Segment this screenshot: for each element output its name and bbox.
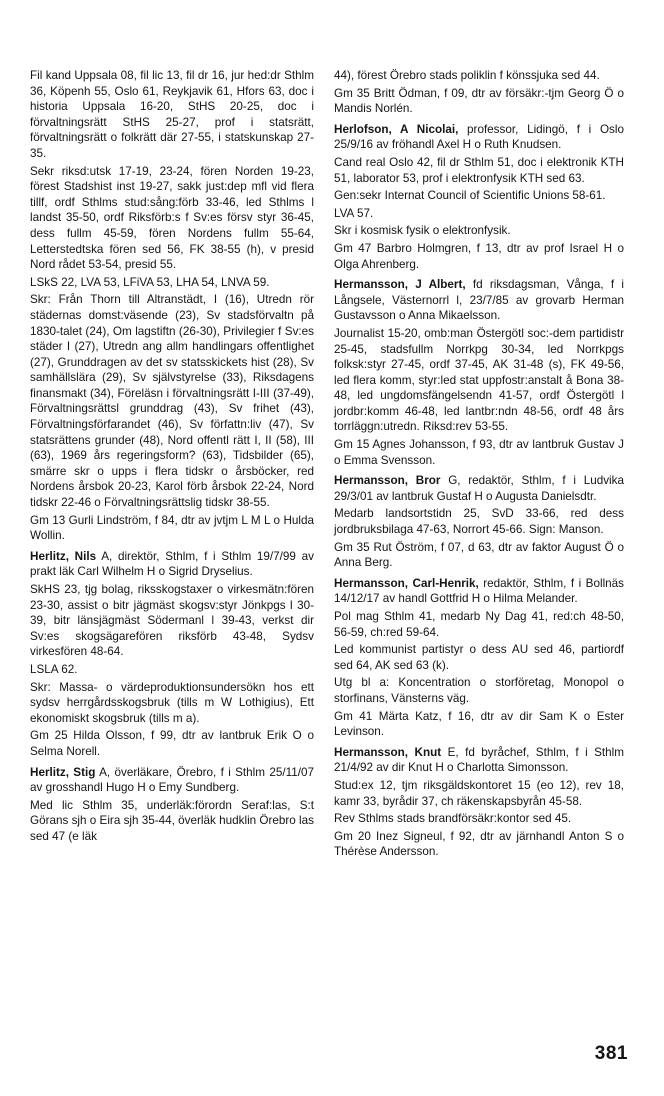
person-name: Herlitz, Stig [30, 765, 96, 779]
entry-text: Medarb landsortstidn 25, SvD 33-66, red dess jordbruksbilaga 47-63, Norrort 45-66. Sign: Manson. [334, 507, 624, 537]
biography-paragraph [334, 155, 624, 186]
person-name: Hermansson, Knut [334, 745, 442, 759]
entry-text: G, redaktör, Sthlm, f i Ludvika 29/3/01 av lantbruk Gustaf H o Augusta Danielsdtr. [334, 474, 624, 503]
biography-entry-heading [334, 576, 624, 607]
biography-paragraph [30, 582, 314, 660]
entry-text: LSkS 22, LVA 53, LFiVA 53, LHA 54, LNVA 59. [30, 275, 270, 289]
biography-paragraph [334, 506, 624, 537]
entry-text: fd riksdagsman, Vånga, f i Långsele, Västernorrl l, 23/7/85 av grovarb Herman Gustavsson o Anna Mikaelsson. [334, 278, 624, 323]
entry-text: Stud:ex 12, tjm riksgäldskontoret 15 (eo 12), rev 18, kamr 33, byrådir 37, ch räkenskapsbyrån 45-58. [334, 778, 624, 808]
biography-paragraph [334, 86, 624, 117]
biography-paragraph [30, 292, 314, 510]
entry-text: Gen:sekr Internat Council of Scientific Unions 58-61. [334, 189, 606, 203]
entry-text: redaktör, Sthlm, f i Bollnäs 14/12/17 av handl Gottfrid H o Hilma Melander. [334, 576, 625, 606]
entry-text: A, direktör, Sthlm, f i Sthlm 19/7/99 av prakt läk Carl Wilhelm H o Sigrid Dryselius. [30, 549, 314, 579]
biography-paragraph [334, 540, 624, 571]
person-name: Hermansson, J Albert, [334, 278, 466, 292]
biography-entry-heading [30, 765, 314, 796]
biography-paragraph [30, 513, 314, 544]
biography-paragraph [334, 811, 624, 827]
entry-text: Sekr riksd:utsk 17-19, 23-24, fören Norden 19-23, förest Stadshist inst 19-27, sakk just:dep mfl vid flera tillf, ordf Sthlms stud:sång:förb 33-46, led Sthlms l landst 35-50, ordf Riksförb:s f Sv:es försv styr 36-45, dess fullm 45-59, fören Nordens fullm 55-64, Letterstedtska fören sed 56, FK 38-55 (h), v presid Nord rådet 53-54, presid 55. [30, 164, 314, 272]
entry-text: Cand real Oslo 42, fil dr Sthlm 51, doc i elektronik KTH 51, laborator 53, prof i elektronfysik KTH sed 63. [334, 155, 624, 185]
biography-paragraph [30, 662, 314, 678]
biography-paragraph [334, 326, 624, 435]
entry-text: Skr: Massa- o värdeproduktionsundersökn hos ett sydsv herrgårdsskogsbruk (tills m W Lothigius), Ett ekonomiskt skogsbruk (tills m a). [30, 680, 314, 725]
biography-entry-heading [334, 473, 624, 504]
entry-text: LSLA 62. [30, 662, 78, 676]
entry-text: 44), förest Örebro stads poliklin f könssjuka sed 44. [334, 69, 600, 82]
entry-text: Journalist 15-20, omb:man Östergötl soc:-dem partidistr 25-45, stadsfullm Norrkpg 30-34, led Norrkpgs folksk:styr 27-45, ordf 37-45, AK 31-48 (s), FK 49-56, led flera komm, styr:led stat uppfostr:anstalt å Bona 38-48, led ungdomsfängelsendn 41-57, ordf Östergötl l jordbr:komm 46-48, led lantbr:ndn 48-56, ordf 48 års torrläggn:utredn. Riksd:rev 53-55. [334, 326, 624, 434]
entry-text: Gm 41 Märta Katz, f 16, dtr av dir Sam K o Ester Levinson. [334, 709, 624, 739]
page-number: 381 [594, 1043, 628, 1064]
entry-text: SkHS 23, tjg bolag, riksskogstaxer o virkesmätn:fören 23-30, assist o bitr jägmäst skogsv:styr Jönkpgs l 30-39, bitr länsjägmäst Södermanl l 39-43, verkst dir Sv:es skogsägarefören riksförb 43-48, Sydsv virkesfören 48-64. [30, 583, 314, 659]
biography-paragraph [334, 223, 624, 239]
left-column [30, 68, 314, 847]
biography-entry-heading [30, 549, 314, 580]
entry-text: Gm 25 Hilda Olsson, f 99, dtr av lantbruk Erik O o Selma Norell. [30, 729, 314, 758]
person-name: Herlofson, A Nicolai, [334, 122, 459, 136]
biography-entry-heading [334, 745, 624, 776]
biography-paragraph [30, 68, 314, 162]
biography-paragraph [334, 829, 624, 860]
biography-paragraph [334, 642, 624, 673]
entry-text: LVA 57. [334, 206, 374, 220]
entry-text: Fil kand Uppsala 08, fil lic 13, fil dr 16, jur hed:dr Sthlm 36, Köpenh 55, Oslo 61, Reykjavik 61, Hfors 63, doc i historia Uppsala 16-20, StHS 20-25, doc i förvaltningsrätt StHS 25-27, prof i statsrätt, förvaltningsrätt o folkrätt där 27-55, i statskunskap 27-35. [30, 69, 314, 160]
entry-text: Pol mag Sthlm 41, medarb Ny Dag 41, red:ch 48-50, 56-59, ch:red 59-64. [334, 610, 624, 639]
entry-text: Gm 13 Gurli Lindström, f 84, dtr av jvtjm L M L o Hulda Wollin. [30, 513, 314, 543]
entry-text: Led kommunist partistyr o dess AU sed 46, partiordf sed 64, AK sed 63 (k). [334, 643, 624, 672]
biography-paragraph [30, 275, 314, 291]
biography-entry-heading [334, 277, 624, 324]
biography-entry-heading [334, 122, 624, 153]
entry-text: Gm 47 Barbro Holmgren, f 13, dtr av prof Israel H o Olga Ahrenberg. [334, 241, 624, 271]
biography-paragraph [30, 798, 314, 845]
entry-text: Gm 15 Agnes Johansson, f 93, dtr av lantbruk Gustav J o Emma Svensson. [334, 438, 624, 467]
biography-paragraph [334, 437, 624, 468]
entry-text: Skr: Från Thorn till Altranstädt, I (16), Utredn rör städernas domst:väsende (23), Sv stadsförvaltn på 1830-talet (24), Om lagstiftn (26-30), Privilegier f Sv:es städer I (27), Utredn ang allm handlingars offentlighet (27), Grunddragen av det sv statsskickets hist (28), Sv samhällslära (29), Sv självstyrelse (33), Riksdagens finansmakt (34), Föreläsn i förvaltningsrätt I-III (37-49), Förvaltningsrättsl grunddrag (43), Sv frihet (43), Förvaltningsförfarandet (46), Sv författn:liv (47), Sv statsrättens grunder (48), Nord offentl rätt I, II (58), III (63), 1969 års regeringsform? (63), Tidsbilder (65), smärre skr o upps i flera tidskr o årsböcker, red Nordens årsbok 20-23, Karol förb årsbok 22-24, Nord tidskr 22-46 o Förvaltningsrättslig tidskr 38-55. [30, 293, 314, 510]
person-name: Hermansson, Bror [334, 474, 441, 488]
entry-text: Utg bl a: Koncentration o storföretag, Monopol o storfinans, Vänsterns väg. [334, 676, 624, 705]
person-name: Herlitz, Nils [30, 549, 97, 563]
right-column [334, 68, 624, 862]
entry-text: A, överläkare, Örebro, f i Sthlm 25/11/07 av grosshandl Hugo H o Emy Sundberg. [30, 765, 314, 795]
biography-paragraph [30, 164, 314, 273]
biography-paragraph [334, 188, 624, 204]
entry-text: Gm 35 Rut Öström, f 07, d 63, dtr av faktor August Ö o Anna Berg. [334, 540, 624, 570]
entry-text: Gm 35 Britt Ödman, f 09, dtr av försäkr:-tjm Georg Ö o Mandis Norlén. [334, 86, 624, 116]
entry-text: E, fd byråchef, Sthlm, f i Sthlm 21/4/92 av dir Knut H o Charlotta Simonsson. [334, 745, 625, 775]
biography-paragraph [334, 675, 624, 706]
entry-text: Skr i kosmisk fysik o elektronfysik. [334, 224, 511, 238]
biography-paragraph [334, 709, 624, 740]
entry-text: professor, Lidingö, f i Oslo 25/9/16 av fröhandl Axel H o Ruth Knudsen. [334, 122, 624, 152]
entry-text: Med lic Sthlm 35, underläk:förordn Seraf:las, S:t Görans sjh o Eira sjh 35-44, överläk hudklin Örebro las sed 47 (e läk [30, 798, 314, 843]
biography-paragraph [334, 68, 624, 84]
biography-paragraph [30, 728, 314, 759]
entry-text: Gm 20 Inez Signeul, f 92, dtr av järnhandl Anton S o Thérèse Andersson. [334, 829, 624, 859]
biography-paragraph [30, 680, 314, 727]
entry-text: Rev Sthlms stads brandförsäkr:kontor sed 45. [334, 812, 572, 826]
person-name: Hermansson, Carl-Henrik, [334, 576, 479, 590]
biography-paragraph [334, 241, 624, 272]
biography-paragraph [334, 609, 624, 640]
biography-paragraph [334, 206, 624, 222]
biography-paragraph [334, 778, 624, 809]
